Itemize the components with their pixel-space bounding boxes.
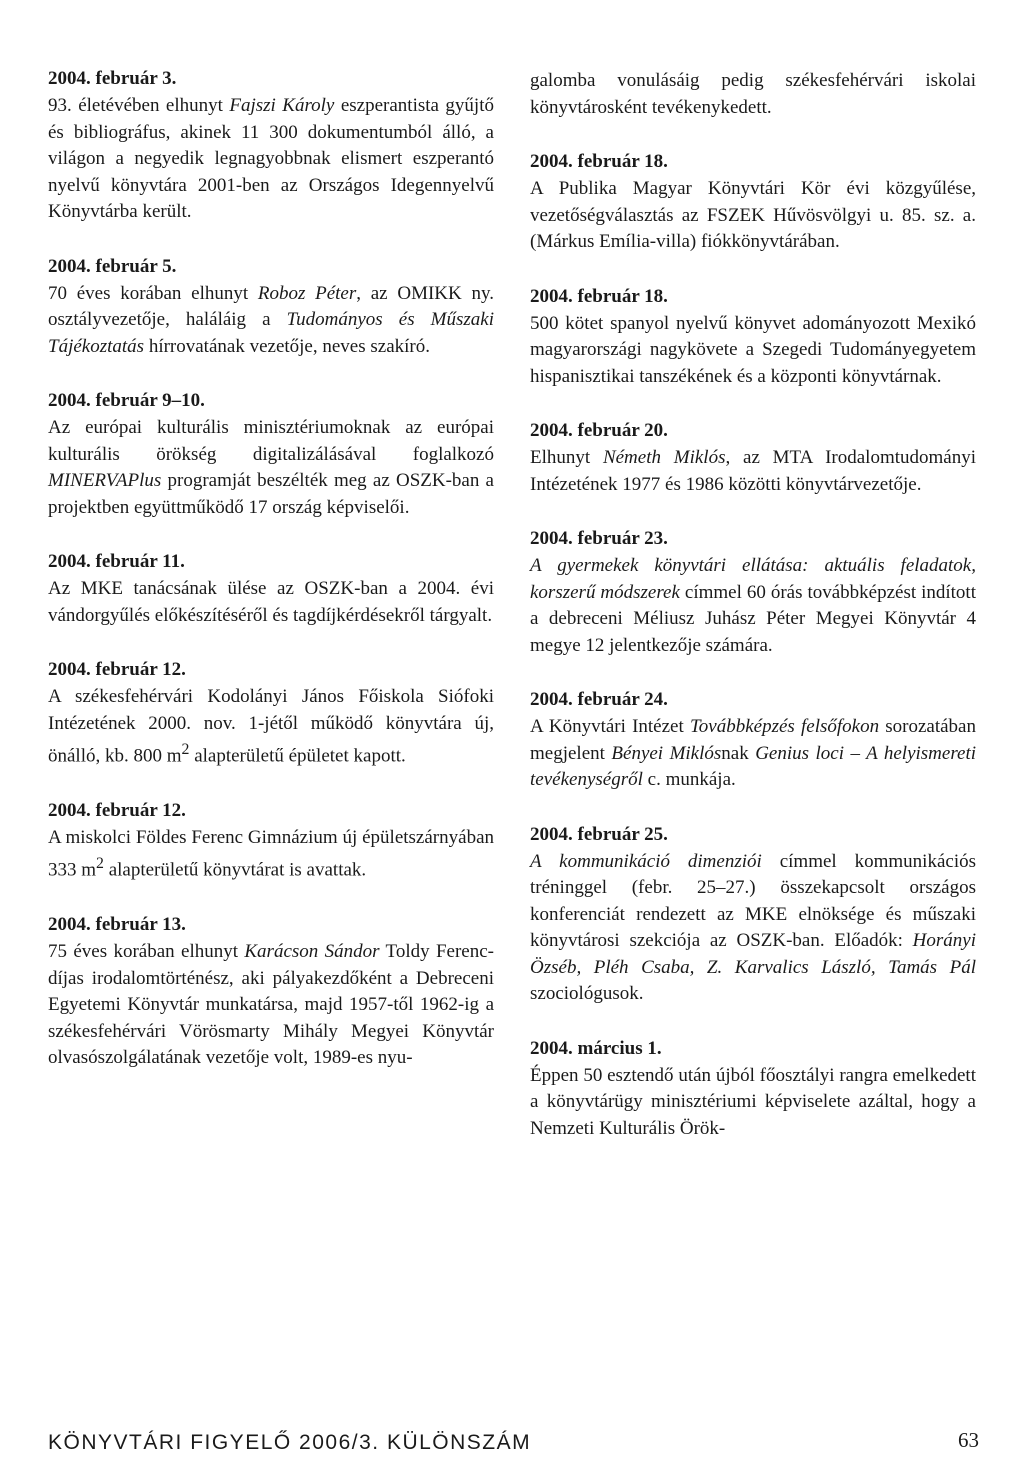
entry-text: A kommunikáció dimenziói címmel kommunikációs tréninggel (febr. 25–27.) összekapcsolt országos konferenciát rendezett az MKE elnöksége és műszaki könyvtárosi szekciója az OSZK-ban. Előadók: Horányi Özséb, Pléh Csaba, Z. Karvalics László, Tamás Pál szociológusok. xyxy=(530,850,976,1004)
entry-date: 2004. február 9–10. xyxy=(48,390,205,411)
news-entry xyxy=(48,659,494,770)
entry-text: A Könyvtári Intézet Továbbképzés felsőfokon sorozatában megjelent Bényei Miklósnak Genius loci – A helyismereti tevékenységről c. munkája. xyxy=(530,716,977,790)
news-entry xyxy=(48,551,494,629)
entry-date: 2004. február 12. xyxy=(48,799,186,821)
journal-footer: KÖNYVTÁRI FIGYELŐ 2006/3. KÜLÖNSZÁM xyxy=(48,1431,532,1454)
entry-date: 2004. február 12. xyxy=(48,659,186,680)
news-entry xyxy=(530,151,976,256)
news-entry xyxy=(48,390,494,521)
entry-text: 75 éves korában elhunyt Karácson Sándor Toldy Ferenc-díjas irodalomtörténész, aki pályakezdőként a Debreceni Egyetemi Könyvtár munkatársa, majd 1957-től 1962-ig a székesfehérvári Vörösmarty Mihály Megyei Könyvtár olvasószolgálatának vezetője volt, 1989-es nyu- xyxy=(48,941,494,1069)
entry-date: 2004. február 23. xyxy=(530,528,668,549)
page-number: 63 xyxy=(958,1428,979,1452)
news-entry xyxy=(48,68,494,226)
news-entry xyxy=(530,420,976,498)
news-entry xyxy=(530,68,976,121)
left-column xyxy=(48,68,494,1102)
news-entry xyxy=(530,1038,976,1143)
entry-text: 70 éves korában elhunyt Roboz Péter, az OMIKK ny. osztályvezetője, haláláig a Tudományos és Műszaki Tájékoztatás hírrovatának vezetője, neves szakíró. xyxy=(48,282,494,357)
entry-date: 2004. február 20. xyxy=(530,420,668,441)
news-entry xyxy=(48,914,494,1072)
news-entry xyxy=(48,800,494,884)
news-entry xyxy=(530,286,976,391)
entry-date: 2004. március 1. xyxy=(530,1037,662,1059)
entry-text: 500 kötet spanyol nyelvű könyvet adományozott Mexikó magyarországi nagykövete a Szegedi Tudományegyetem hispanisztikai tanszékének és a központi könyvtárnak. xyxy=(530,312,976,387)
news-entry xyxy=(48,256,494,361)
right-column xyxy=(530,68,976,1172)
news-entry xyxy=(530,824,976,1008)
entry-text: A miskolci Földes Ferenc Gimnázium új épületszárnyában 333 $m^2$ alapterületű könyvtárat is avattak. xyxy=(48,826,494,881)
entry-date: 2004. február 11. xyxy=(48,551,185,572)
entry-text: Az MKE tanácsának ülése az OSZK-ban a 2004. évi vándorgyűlés előkészítéséről és tagdíjkérdésekről tárgyalt. xyxy=(48,578,494,626)
entry-text: Éppen 50 esztendő után újból főosztályi rangra emelkedett a könyvtárügy minisztériumi képviselete azáltal, hogy a Nemzeti Kulturális Örök- xyxy=(530,1064,976,1139)
entry-text: Az európai kulturális minisztériumoknak az európai kulturális örökség digitalizálásával foglalkozó MINERVAPlus programját beszélték meg az OSZK-ban a projektben együttműködő 17 ország képviselői. xyxy=(48,417,494,518)
entry-text: A gyermekek könyvtári ellátása: aktuális feladatok, korszerű módszerek címmel 60 órás továbbképzést indított a debreceni Méliusz Juhász Péter Megyei Könyvtár 4 megye 12 jelentkezője számára. xyxy=(530,555,976,656)
entry-date: 2004. február 18. xyxy=(530,151,668,172)
entry-text: Elhunyt Németh Miklós, az MTA Irodalomtudományi Intézetének 1977 és 1986 közötti könyvtárvezetője. xyxy=(530,447,976,495)
entry-date: 2004. február 5. xyxy=(48,255,177,277)
entry-text: A székesfehérvári Kodolányi János Főiskola Siófoki Intézetének 2000. nov. 1-jétől működő könyvtára új, önálló, kb. 800 $m^2$ alapterületű épületet kapott. xyxy=(48,686,494,767)
entry-date: 2004. február 25. xyxy=(530,823,668,845)
entry-date: 2004. február 13. xyxy=(48,914,186,936)
news-entry xyxy=(530,528,976,659)
news-entry xyxy=(530,689,976,794)
entry-date: 2004. február 3. xyxy=(48,68,177,89)
entry-text: A Publika Magyar Könyvtári Kör évi közgyűlése, vezetőségválasztás az FSZEK Hűvösvölgyi u. 85. sz. a. (Márkus Emília-villa) fiókkönyvtárában. xyxy=(530,178,976,252)
entry-text: 93. életévében elhunyt Fajszi Károly eszperantista gyűjtő és bibliográfus, akinek 11 300 dokumentumból álló, a világon a negyedik legnagyobbnak elismert eszperantó nyelvű könyvtára 2001-ben az Országos Idegennyelvű Könyvtárba került. xyxy=(48,95,494,222)
entry-date: 2004. február 18. xyxy=(530,285,668,307)
entry-date: 2004. február 24. xyxy=(530,689,668,710)
entry-text: galomba vonulásáig pedig székesfehérvári iskolai könyvtárosként tevékenykedett. xyxy=(530,70,976,118)
